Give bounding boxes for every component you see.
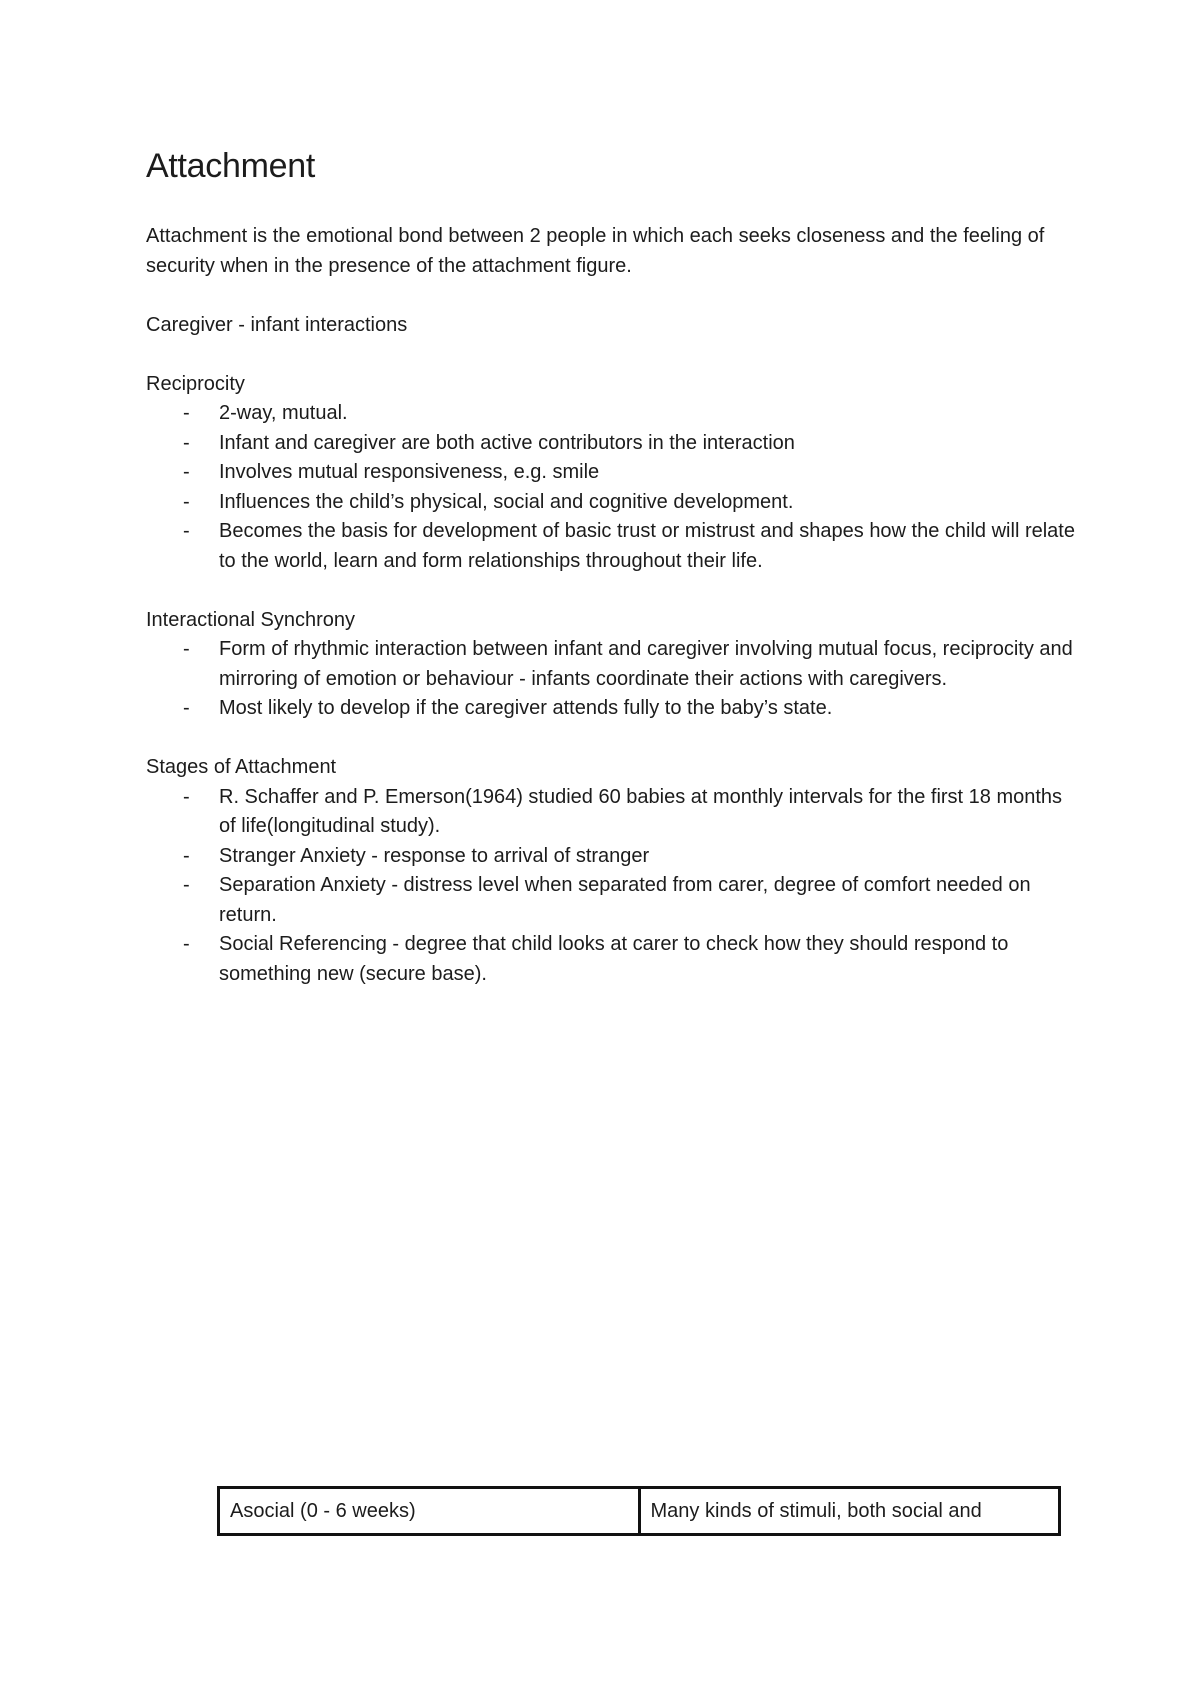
- list-item: [146, 399, 1076, 429]
- list-item: [146, 635, 1076, 694]
- list-item-text: 2-way, mutual.: [219, 402, 348, 424]
- bullet-dash: -: [183, 785, 190, 808]
- reciprocity-list: [146, 399, 1076, 576]
- list-item-text: Stranger Anxiety - response to arrival of stranger: [219, 844, 650, 867]
- bullet-dash: -: [183, 431, 190, 454]
- list-item: [146, 783, 1076, 842]
- list-item-text: Infant and caregiver are both active contributors in the interaction: [219, 431, 795, 454]
- bullet-dash: -: [183, 933, 190, 955]
- list-item: [146, 429, 1076, 459]
- list-item-text: Becomes the basis for development of basic trust or mistrust and shapes how the child will relate to the world, learn and form relationships throughout their life.: [219, 520, 1075, 572]
- table-cell-description: Many kinds of stimuli, both social and: [639, 1488, 1060, 1535]
- bullet-dash: -: [183, 490, 190, 513]
- bullet-dash: -: [183, 520, 190, 542]
- spacer: [146, 281, 1076, 311]
- list-item: [146, 517, 1076, 576]
- list-item-text: Social Referencing - degree that child looks at carer to check how they should respond to something new (secure base).: [219, 933, 1009, 985]
- subheading: Caregiver - infant interactions: [146, 313, 408, 336]
- section-heading-reciprocity: Reciprocity: [146, 372, 245, 395]
- bullet-dash: -: [183, 461, 190, 483]
- bullet-dash: -: [183, 874, 190, 896]
- page-title: Attachment: [146, 147, 315, 185]
- spacer: [146, 340, 1076, 370]
- spacer: [146, 576, 1076, 606]
- spacer: [146, 724, 1076, 754]
- bullet-dash: -: [183, 697, 190, 719]
- table-cell-stage: Asocial (0 - 6 weeks): [219, 1488, 640, 1535]
- list-item: [146, 930, 1076, 989]
- list-item: [146, 488, 1076, 518]
- list-item-text: Form of rhythmic interaction between infant and caregiver involving mutual focus, reciprocity and mirroring of emotion or behaviour - infants coordinate their actions with caregivers.: [219, 638, 1073, 690]
- list-item-text: Involves mutual responsiveness, e.g. smile: [219, 461, 600, 483]
- list-item: [146, 842, 1076, 872]
- document-body: [146, 222, 1076, 989]
- list-item: [146, 871, 1076, 930]
- bullet-dash: -: [183, 638, 190, 660]
- table-row: [219, 1488, 1060, 1535]
- synchrony-list: [146, 635, 1076, 724]
- stages-table: [217, 1486, 1061, 1536]
- stages-list: [146, 783, 1076, 990]
- list-item-text: R. Schaffer and P. Emerson(1964) studied 60 babies at monthly intervals for the first 18 months of life(longitudinal study).: [219, 785, 1063, 837]
- list-item-text: Separation Anxiety - distress level when separated from carer, degree of comfort needed on return.: [219, 874, 1031, 926]
- bullet-dash: -: [183, 402, 190, 424]
- section-heading-stages-of-attachment: Stages of Attachment: [146, 756, 337, 778]
- bullet-dash: -: [183, 844, 190, 867]
- list-item: [146, 458, 1076, 488]
- definition-paragraph: Attachment is the emotional bond between 2 people in which each seeks closeness and the feeling of security when in the presence of the attachment figure.: [146, 225, 1045, 277]
- section-heading-interactional-synchrony: Interactional Synchrony: [146, 608, 356, 631]
- list-item-text: Influences the child’s physical, social and cognitive development.: [219, 490, 794, 513]
- list-item: [146, 694, 1076, 724]
- list-item-text: Most likely to develop if the caregiver attends fully to the baby’s state.: [219, 697, 833, 719]
